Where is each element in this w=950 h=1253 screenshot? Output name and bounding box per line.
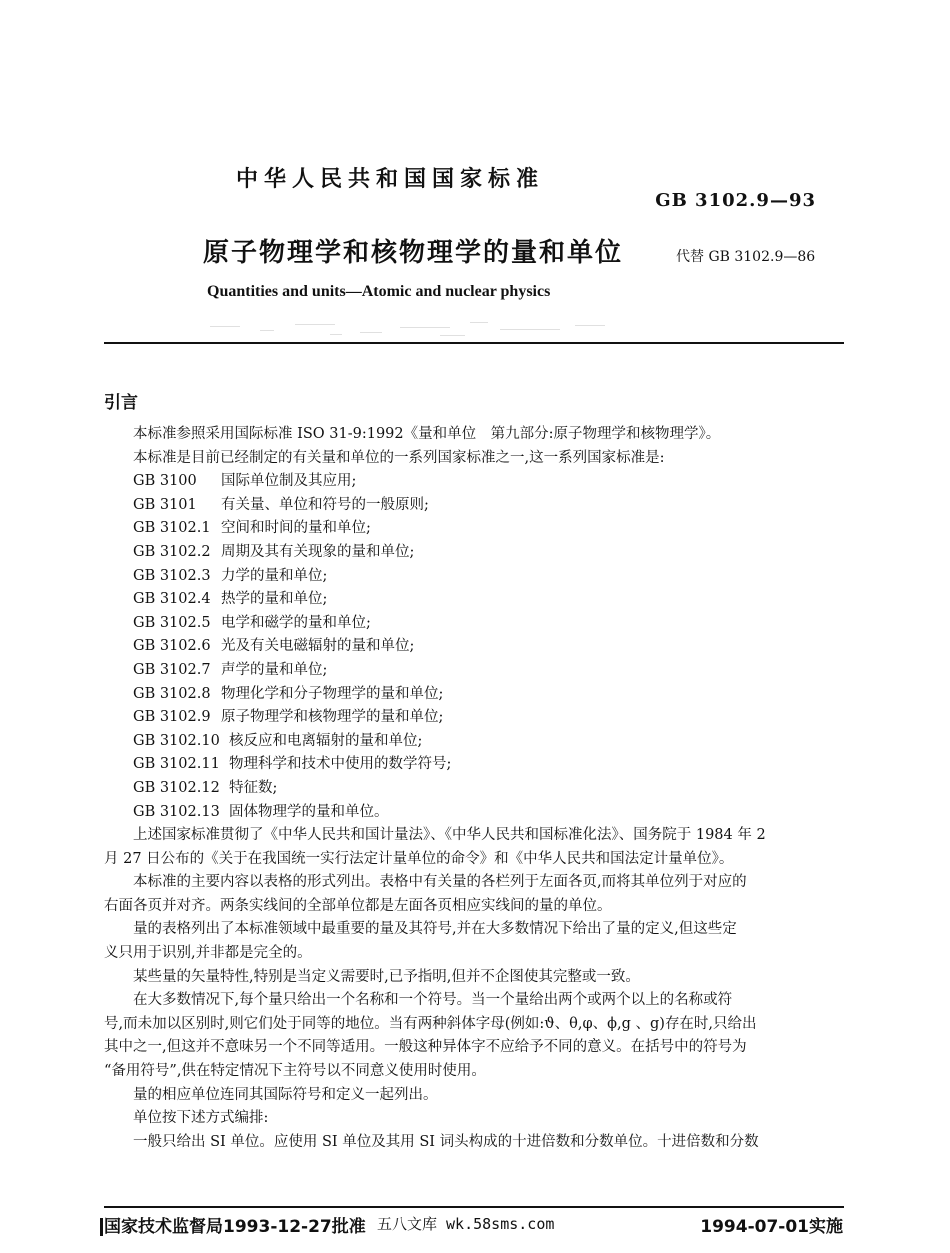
- standard-code: GB 3102.3: [133, 567, 211, 584]
- standard-list-item: [104, 565, 844, 589]
- paragraph-line: 号,而未加以区别时,则它们处于同等的地位。当有两种斜体字母(例如:ϑ、θ,φ、ϕ,g 、g)存在时,只给出: [104, 1015, 757, 1032]
- national-standard-heading: 中华人民共和国国家标准: [235, 167, 544, 192]
- standard-code: GB 3102.2: [133, 543, 211, 560]
- document-title-cn: 原子物理学和核物理学的量和单位: [203, 238, 624, 268]
- paragraph-line: 单位按下述方式编排:: [133, 1110, 269, 1127]
- standard-name: 特征数;: [229, 779, 278, 796]
- standard-code: GB 3102.12: [133, 779, 220, 796]
- standard-code: GB 3102.5: [133, 614, 211, 631]
- standard-list-item: [104, 517, 844, 541]
- standard-list-item: [104, 801, 844, 825]
- paragraph-line: “备用符号”,供在特定情况下主符号以不同意义使用时使用。: [104, 1063, 486, 1080]
- standard-list-item: [104, 753, 844, 777]
- standard-list-item: [104, 683, 844, 707]
- paragraph-line: 其中之一,但这并不意味另一个不同等适用。一般这种异体字不应给予不同的意义。在括号中的符号为: [104, 1039, 747, 1056]
- standard-code: GB 3102.9: [133, 709, 211, 726]
- standard-number: GB 3102.9—93: [655, 190, 816, 211]
- standard-list-item: [104, 541, 844, 565]
- paragraph-line: 义只用于识别,并非都是完全的。: [104, 945, 312, 962]
- standard-code: GB 3102.4: [133, 591, 211, 608]
- standard-code: GB 3102.1: [133, 520, 211, 537]
- intro-line: 本标准参照采用国际标准 ISO 31-9:1992《量和单位 第九部分:原子物理学和核物理学》。: [133, 426, 721, 442]
- implementation-date: 1994-07-01实施: [700, 1217, 843, 1237]
- standard-code: GB 3102.8: [133, 685, 211, 702]
- standard-list-item: [104, 635, 844, 659]
- watermark-text: 五八文库 wk.58sms.com: [377, 1215, 555, 1233]
- standard-code: GB 3102.13: [133, 803, 220, 820]
- standard-list-item: [104, 659, 844, 683]
- standard-code: GB 3101: [133, 496, 197, 513]
- section-title: 引言: [104, 393, 138, 413]
- standard-name: 有关量、单位和符号的一般原则;: [221, 496, 429, 513]
- margin-mark: [100, 1218, 103, 1236]
- standard-name: 热学的量和单位;: [221, 591, 328, 608]
- standard-code: GB 3102.11: [133, 756, 220, 773]
- paragraph-line: 量的表格列出了本标准领域中最重要的量及其符号,并在大多数情况下给出了量的定义,但这些定: [133, 921, 737, 938]
- standard-list-item: [104, 612, 844, 636]
- standard-list-item: [104, 706, 844, 730]
- paragraph-line: 在大多数情况下,每个量只给出一个名称和一个符号。当一个量给出两个或两个以上的名称或符: [133, 992, 733, 1009]
- standard-name: 光及有关电磁辐射的量和单位;: [221, 638, 415, 655]
- standard-name: 固体物理学的量和单位。: [229, 803, 389, 820]
- paragraph-line: 一般只给出 SI 单位。应使用 SI 单位及其用 SI 词头构成的十进倍数和分数单位。十进倍数和分数: [133, 1133, 759, 1150]
- standard-name: 核反应和电离辐射的量和单位;: [229, 732, 423, 749]
- intro-line: 本标准是目前已经制定的有关量和单位的一系列国家标准之一,这一系列国家标准是:: [133, 449, 665, 466]
- standard-code: GB 3102.7: [133, 661, 211, 678]
- standard-name: 空间和时间的量和单位;: [221, 520, 371, 537]
- standard-code: GB 3102.6: [133, 638, 211, 655]
- standard-list-item: [104, 470, 844, 494]
- scan-noise-decoration: [200, 318, 620, 340]
- paragraph-line: 右面各页并对齐。两条实线间的全部单位都是左面各页相应实线间的量的单位。: [104, 897, 612, 914]
- paragraph-line: 上述国家标准贯彻了《中华人民共和国计量法》、《中华人民共和国标准化法》、国务院于 1984 年 2: [133, 827, 766, 844]
- paragraph-line: 本标准的主要内容以表格的形式列出。表格中有关量的各栏列于左面各页,而将其单位列于对应的: [133, 874, 747, 891]
- approval-date: 国家技术监督局1993-12-27批准: [104, 1217, 366, 1237]
- standard-list-item: [104, 777, 844, 801]
- standard-name: 国际单位制及其应用;: [221, 473, 357, 490]
- replaces-note: 代替 GB 3102.9—86: [676, 249, 816, 265]
- standard-name: 原子物理学和核物理学的量和单位;: [221, 709, 444, 726]
- standard-list-item: [104, 588, 844, 612]
- paragraph-line: 月 27 日公布的《关于在我国统一实行法定计量单位的命令》和《中华人民共和国法定计量单位》。: [104, 850, 734, 867]
- standard-code: GB 3102.10: [133, 732, 220, 749]
- standard-list-item: [104, 494, 844, 518]
- body-text: [104, 423, 844, 1154]
- standard-code: GB 3100: [133, 473, 197, 490]
- footer-rule: [104, 1206, 844, 1208]
- standard-name: 电学和磁学的量和单位;: [221, 614, 371, 631]
- header-rule: [104, 342, 844, 344]
- standard-name: 力学的量和单位;: [221, 567, 328, 584]
- standard-name: 物理科学和技术中使用的数学符号;: [229, 756, 452, 773]
- standard-list-item: [104, 730, 844, 754]
- document-title-en: Quantities and units—Atomic and nuclear physics: [207, 283, 551, 300]
- paragraph-line: 某些量的矢量特性,特别是当定义需要时,已予指明,但并不企图使其完整或一致。: [133, 968, 640, 985]
- paragraph-line: 量的相应单位连同其国际符号和定义一起列出。: [133, 1086, 438, 1103]
- standard-name: 物理化学和分子物理学的量和单位;: [221, 685, 444, 702]
- standard-name: 声学的量和单位;: [221, 661, 328, 678]
- standard-name: 周期及其有关现象的量和单位;: [221, 543, 415, 560]
